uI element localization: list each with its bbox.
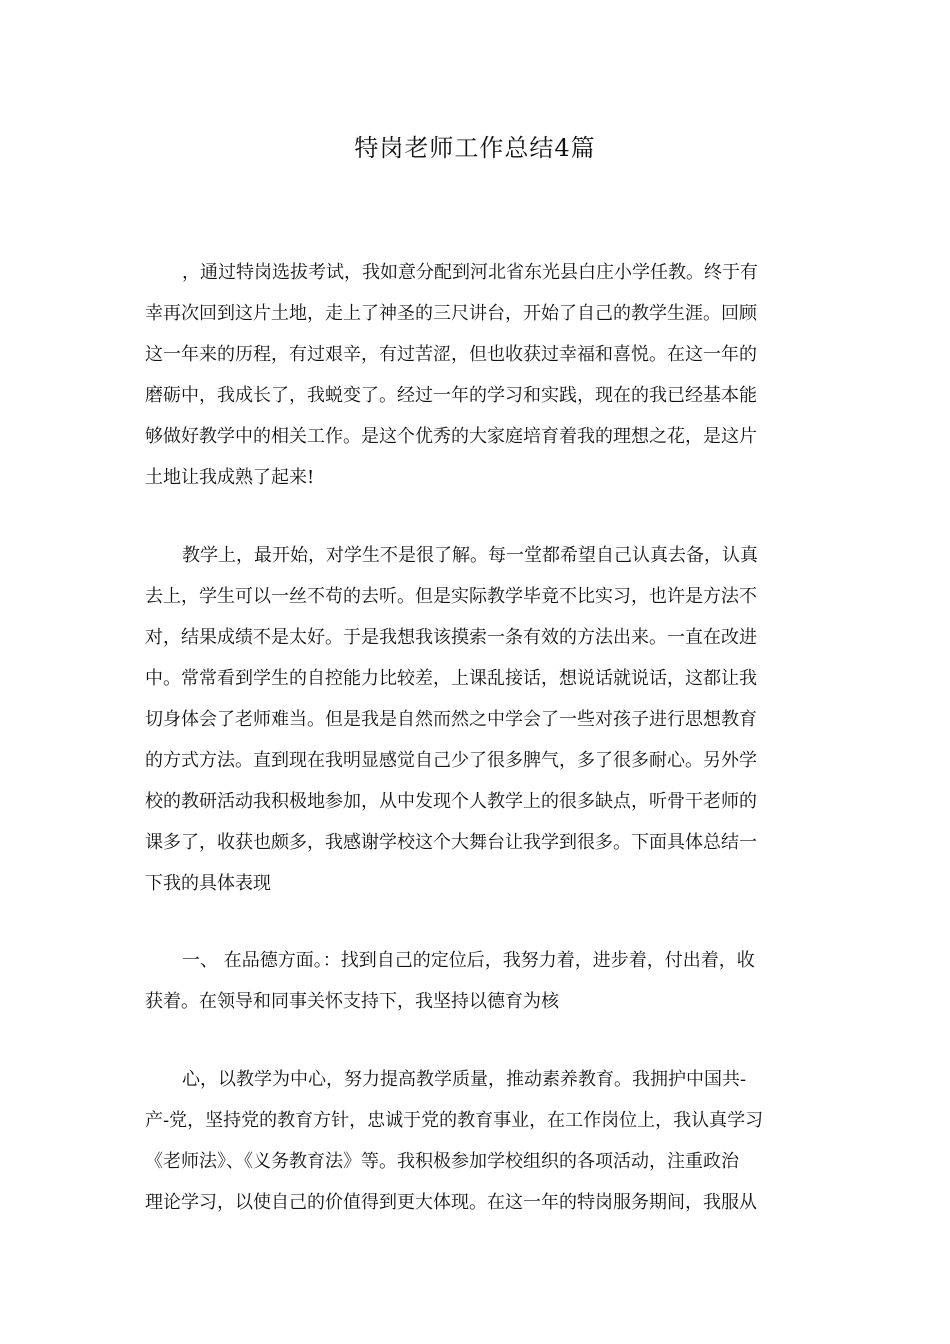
paragraph-line: 产-党，坚持党的教育方针，忠诚于党的教育事业，在工作岗位上，我认真学习 bbox=[145, 1110, 764, 1131]
paragraph-line: 下我的具体表现 bbox=[145, 873, 271, 894]
paragraph-line: 中。常常看到学生的自控能力比较差，上课乱接话，想说话就说话，这都让我 bbox=[145, 668, 757, 689]
paragraph-line: 的方式方法。直到现在我明显感觉自己少了很多脾气，多了很多耐心。另外学 bbox=[145, 750, 757, 771]
paragraph-2 bbox=[145, 535, 805, 904]
paragraph-4 bbox=[145, 1059, 805, 1223]
paragraph-1 bbox=[145, 252, 805, 498]
paragraph-line: ，通过特岗选拔考试，我如意分配到河北省东光县白庄小学任教。终于有 bbox=[182, 262, 758, 283]
paragraph-line: 这一年来的历程，有过艰辛，有过苦涩，但也收获过幸福和喜悦。在这一年的 bbox=[145, 344, 757, 365]
paragraph-line: 磨砺中，我成长了，我蜕变了。经过一年的学习和实践，现在的我已经基本能 bbox=[145, 385, 757, 406]
paragraph-line: 一、 在品德方面。：找到自己的定位后，我努力着，进步着，付出着，收 bbox=[182, 950, 755, 971]
paragraph-line: 获着。在领导和同事关怀支持下，我坚持以德育为核 bbox=[145, 991, 559, 1012]
document-title: 特岗老师工作总结4篇 bbox=[354, 134, 596, 162]
paragraph-line: 切身体会了老师难当。但是我是自然而然之中学会了一些对孩子进行思想教育 bbox=[145, 709, 757, 730]
paragraph-line: 土地让我成熟了起来! bbox=[145, 467, 315, 488]
paragraph-line: 去上，学生可以一丝不苟的去听。但是实际教学毕竟不比实习，也许是方法不 bbox=[145, 586, 757, 607]
paragraph-line: 校的教研活动我积极地参加，从中发现个人教学上的很多缺点，听骨干老师的 bbox=[145, 791, 757, 812]
paragraph-line: 幸再次回到这片土地，走上了神圣的三尺讲台，开始了自己的教学生涯。回顾 bbox=[145, 303, 757, 324]
paragraph-line: 教学上，最开始，对学生不是很了解。每一堂都希望自己认真去备，认真 bbox=[182, 545, 758, 566]
paragraph-line: 够做好教学中的相关工作。是这个优秀的大家庭培育着我的理想之花，是这片 bbox=[145, 426, 757, 447]
paragraph-line: 课多了，收获也颇多，我感谢学校这个大舞台让我学到很多。下面具体总结一 bbox=[145, 832, 757, 853]
paragraph-line: 《老师法》、《义务教育法》等。我积极参加学校组织的各项活动，注重政治 bbox=[145, 1151, 739, 1172]
paragraph-3 bbox=[145, 940, 805, 1022]
paragraph-line: 理论学习，以使自己的价值得到更大体现。在这一年的特岗服务期间，我服从 bbox=[145, 1192, 757, 1213]
paragraph-line: 心，以教学为中心，努力提高教学质量，推动素养教育。我拥护中国共- bbox=[182, 1069, 747, 1090]
paragraph-line: 对，结果成绩不是太好。于是我想我该摸索一条有效的方法出来。一直在改进 bbox=[145, 627, 757, 648]
